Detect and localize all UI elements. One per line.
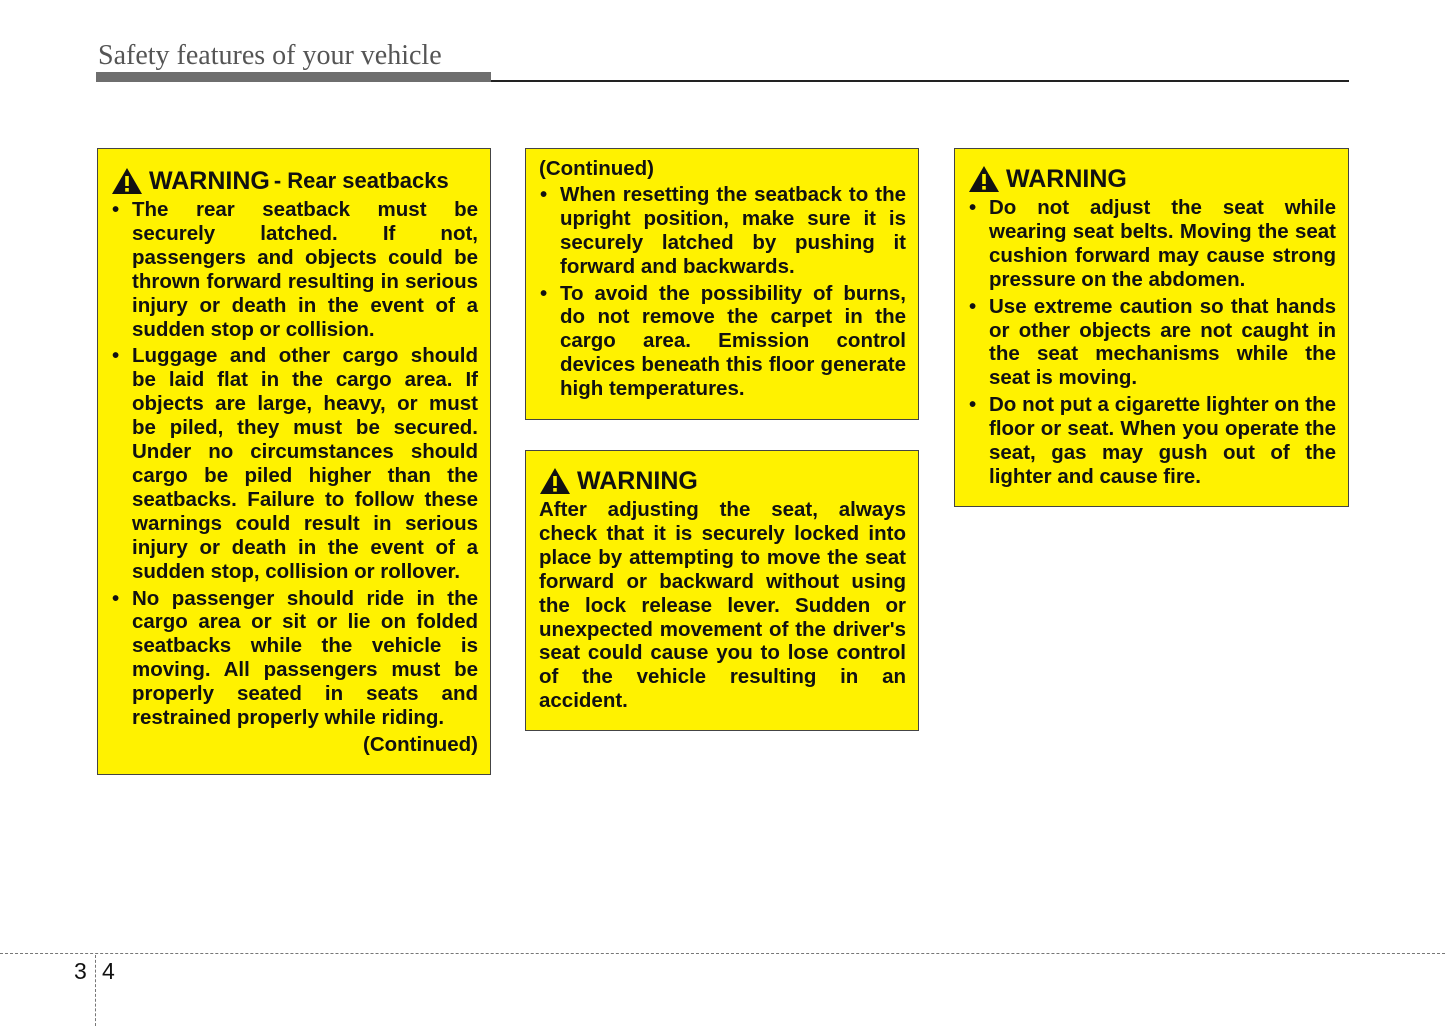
warning-list-item: • Do not put a cigarette lighter on the floor or seat. When you operate the seat, gas may gush out of the lighter and cause fire. bbox=[968, 393, 1336, 489]
warning-list-item: • To avoid the possibility of burns, do not remove the carpet in the cargo area. Emission control devices beneath this floor generate high temperatures. bbox=[539, 282, 906, 402]
continued-label: (Continued) bbox=[539, 157, 654, 180]
warning-box-rear-seatbacks bbox=[97, 148, 491, 775]
warning-title: WARNING bbox=[1006, 165, 1127, 193]
warning-title-row bbox=[111, 166, 478, 196]
warning-triangle-icon bbox=[111, 167, 143, 195]
page-header-title: Safety features of your vehicle bbox=[98, 40, 442, 71]
warning-box-seat-lock bbox=[525, 450, 919, 731]
warning-list-item: • The rear seatback must be securely latched. If not, passengers and objects could be thrown forward resulting in serious injury or death in the event of a sudden stop or collision. bbox=[111, 198, 478, 341]
warning-list-item: • Do not adjust the seat while wearing seat belts. Moving the seat cushion forward may cause strong pressure on the abdomen. bbox=[968, 196, 1336, 292]
warning-subtitle: - Rear seatbacks bbox=[273, 168, 449, 193]
footer-page-divider bbox=[95, 955, 96, 1026]
warning-title-row bbox=[968, 164, 1336, 194]
warning-box-continued bbox=[525, 148, 919, 420]
page-number: 4 bbox=[102, 958, 115, 984]
warning-list-item: • No passenger should ride in the cargo area or sit or lie on folded seatbacks while the vehicle is moving. All passengers must be properly seated in seats and restrained properly while riding. bbox=[111, 587, 478, 730]
warning-list bbox=[111, 198, 478, 730]
header-rule-thick bbox=[96, 72, 491, 82]
footer-dashed-rule bbox=[0, 953, 1445, 954]
warning-title: WARNING bbox=[149, 167, 270, 195]
warning-triangle-icon bbox=[539, 467, 571, 495]
warning-list bbox=[539, 183, 906, 401]
header-rule-thin bbox=[491, 80, 1349, 82]
warning-title: WARNING bbox=[577, 467, 698, 495]
warning-list-item: • Use extreme caution so that hands or other objects are not caught in the seat mechanisms while the seat is moving. bbox=[968, 295, 1336, 391]
warning-list-item: • Luggage and other cargo should be laid flat in the cargo area. If objects are large, heavy, or must be piled, they must be secured. Under no circumstances should cargo be piled higher than the seatbacks. Failure to follow these warnings could result in serious injury or death in the event of a sudden stop, collision or rollover. bbox=[111, 344, 478, 583]
warning-list bbox=[968, 196, 1336, 489]
warning-title-row bbox=[539, 466, 906, 496]
continued-label: (Continued) bbox=[363, 732, 478, 756]
warning-box-seat-operation bbox=[954, 148, 1349, 507]
warning-triangle-icon bbox=[968, 165, 1000, 193]
warning-list-item: • When resetting the seatback to the upright position, make sure it is securely latched by pushing it forward and backwards. bbox=[539, 183, 906, 279]
warning-paragraph: After adjusting the seat, always check that it is securely locked into place by attempting to move the seat forward or backward without using the lock release lever. Sudden or unexpected movement of the driver's seat could cause you to lose control of the vehicle resulting in an accident. bbox=[539, 498, 906, 713]
page-chapter-number: 3 bbox=[74, 958, 87, 984]
